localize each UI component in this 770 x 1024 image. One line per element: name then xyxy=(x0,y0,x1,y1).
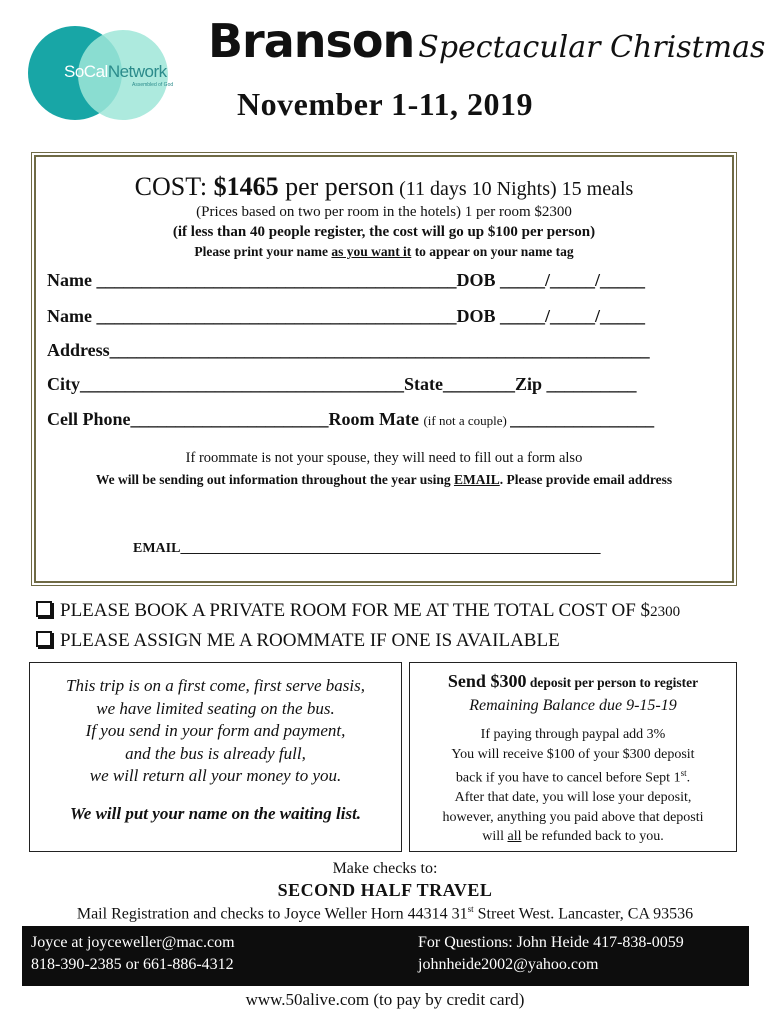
logo-text: SoCalNetwork xyxy=(64,62,167,81)
contact-bar xyxy=(22,926,749,986)
contact-joyce xyxy=(31,932,235,976)
payee-name: SECOND HALF TRAVEL xyxy=(277,880,493,900)
checkbox-square[interactable] xyxy=(36,601,52,617)
contact-joyce-email[interactable]: Joyce at joyceweller@mac.com xyxy=(31,934,235,951)
contact-joyce-phones: 818-390-2385 or 661-886-4312 xyxy=(31,956,234,973)
refund-policy: If paying through paypal add 3% You will receive $100 of your $300 deposit back if you have to cancel before Sept 1st. After that date, you will lose your deposit, however, anything you paid above that deposti will all be refunded back to you. xyxy=(442,727,704,845)
email-field[interactable]: EMAIL____________________________________________________________ xyxy=(133,541,601,556)
roommate-checkbox[interactable]: PLEASE ASSIGN ME A ROOMMATE IF ONE IS AVAILABLE xyxy=(36,630,560,652)
name-dob-field-1[interactable]: Name ________________________________________DOB _____/_____/_____ xyxy=(47,270,645,290)
website-link[interactable]: www.50alive.com (to pay by credit card) xyxy=(245,990,525,1009)
increase-note: (if less than 40 people register, the cost will go up $100 per person) xyxy=(172,224,596,240)
cell-phone-roommate-field[interactable]: Cell Phone______________________Room Mate (if not a couple) ________________ xyxy=(47,409,655,429)
name-dob-field-2[interactable]: Name ________________________________________DOB _____/_____/_____ xyxy=(47,306,645,326)
address-field[interactable]: Address____________________________________________________________ xyxy=(47,340,650,360)
print-name-note: Please print your name as you want it to appear on your name tag xyxy=(194,244,574,259)
page-title xyxy=(208,14,765,68)
prices-note: (Prices based on two per room in the hotels) 1 per room $2300 xyxy=(196,204,572,220)
title-script: Spectacular Christmas xyxy=(418,30,766,65)
private-room-checkbox[interactable]: PLEASE BOOK A PRIVATE ROOM FOR ME AT THE TOTAL COST OF $2300 xyxy=(36,600,680,622)
trip-date: November 1-11, 2019 xyxy=(237,86,533,122)
roommate-note: If roommate is not your spouse, they will need to fill out a form also xyxy=(185,450,583,466)
title-main: Branson xyxy=(208,14,415,68)
contact-john xyxy=(418,932,684,976)
make-checks-label: Make checks to: xyxy=(332,860,438,877)
contact-john-phone: For Questions: John Heide 417-838-0059 xyxy=(418,934,684,951)
waiting-list-text: We will put your name on the waiting list. xyxy=(69,804,362,823)
first-come-text: This trip is on a first come, first serve basis, we have limited seating on the bus. If you send in your form and payment, and the bus is already full, we will return all your money to you. xyxy=(66,676,365,785)
logo-subtext: Assembled of God xyxy=(132,82,174,88)
deposit-heading: Send $300 deposit per person to register xyxy=(447,671,699,691)
waiting-list-box xyxy=(29,662,402,852)
email-note: We will be sending out information throughout the year using EMAIL. Please provide email address xyxy=(95,472,673,487)
cost-line: COST: $1465 per person (11 days 10 Nights) 15 meals xyxy=(134,172,634,201)
city-state-zip-field[interactable]: City____________________________________State________Zip __________ xyxy=(47,374,637,394)
registration-form-box xyxy=(31,152,737,586)
deposit-box xyxy=(409,662,737,852)
contact-john-email[interactable]: johnheide2002@yahoo.com xyxy=(418,956,599,973)
mailing-address: Mail Registration and checks to Joyce Weller Horn 44314 31st Street West. Lancaster, CA 93536 xyxy=(76,904,694,923)
remaining-balance: Remaining Balance due 9-15-19 xyxy=(469,697,677,714)
checkbox-square[interactable] xyxy=(36,631,52,647)
